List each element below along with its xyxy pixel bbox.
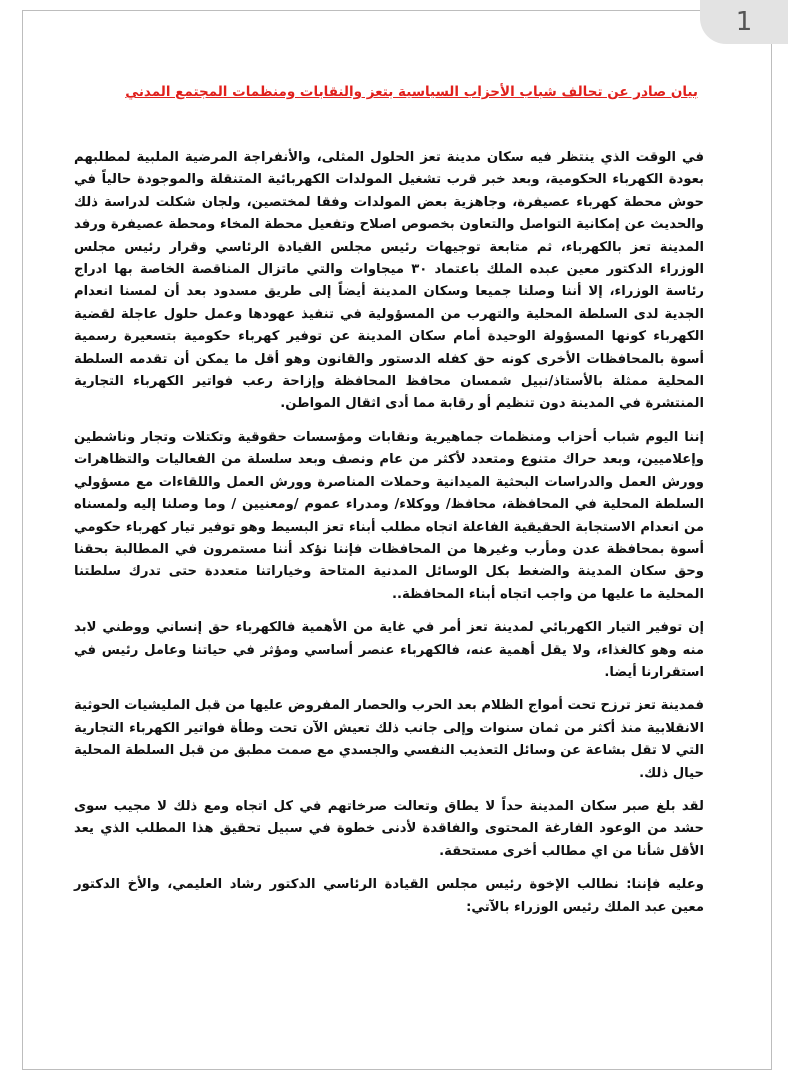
paragraph-5: لقد بلغ صبر سكان المدينة حداً لا يطاق وتعالت صرخاتهم في كل اتجاه ومع ذلك لا مجيب سوى حشد من الوعود الفارغة المحتوى والفاقدة لأدنى خطوة في سبيل تحقيق هذا المطلب الذي يعد الأقل شأنا من اي مطالب أخرى مستحقة. — [74, 798, 704, 859]
paragraph-6: وعليه فإننا: نطالب الإخوة رئيس مجلس القيادة الرئاسي الدكتور رشاد العليمي، والأخ الدكتور معين عبد الملك رئيس الوزراء بالآتي: — [74, 877, 704, 915]
page-number: 1 — [735, 7, 753, 37]
paragraph-2: إننا اليوم شباب أحزاب ومنظمات جماهيرية ونقابات ومؤسسات حقوقية وتكتلات وتجار وناشطين وإعلاميين، وبعد حراك متنوع ومتعدد لأكثر من عام ونصف وبعد سلسلة من الفعاليات والتظاهرات وورش العمل والدراسات البحثية الميدانية وحملات المناصرة وورش العمل واللقاءات مع مسؤولي السلطة المحلية في المحافظة، محافظ/ ووكلاء/ ومدراء عموم /ومعنيين / وما وصلنا إليه ولمسناه من انعدام الاستجابة الحقيقية الفاعلة اتجاه مطلب أبناء تعز البسيط وهو توفير تيار كهرباء حكومي أسوة بمحافظة عدن ومأرب وغيرها من المحافظات فإننا نؤكد أننا مستمرون في المطالبة بحقنا وحق سكان المدينة والضغط بكل الوسائل المدنية المتاحة وخياراتنا متعددة حتى تدرك سلطتنا المحلية ما عليها من واجب اتجاه أبناء المحافظة.. — [74, 429, 704, 602]
document-title: بيان صادر عن تحالف شباب الأحزاب السياسية بتعز والنقابات ومنظمات المجتمع المدني — [125, 84, 698, 100]
paragraph-3: إن توفير التيار الكهربائي لمدينة تعز أمر في غاية من الأهمية فالكهرباء حق إنساني ووطني لابد منه وهو كالغذاء، ولا يقل أهمية عنه، فالكهرباء عنصر أساسي ومؤثر في حياتنا وعامل رئيس في استقرارنا أيضا. — [74, 620, 704, 680]
page-number-badge — [700, 0, 788, 44]
paragraph-1: في الوقت الذي ينتظر فيه سكان مدينة تعز الحلول المثلى، والأنفراجة المرضية الملبية لمطلبهم بعودة الكهرباء الحكومية، وبعد خبر قرب تشغيل المولدات الكهربائية المتنقلة والموجودة حالياً في حوش محطة كهرباء عصيفرة، وجاهزية بعض المولدات وفقا لمختصين، ولجان شكلت لدراسة ذلك والحديث عن إمكانية التواصل والتعاون بخصوص اصلاح وتفعيل محطة المخاء ومحطة عصيفرة ورفد المدينة تعز بالكهرباء، ثم متابعة توجيهات رئيس مجلس القيادة الرئاسي وقرار رئيس مجلس الوزراء الدكتور معين عبده الملك باعتماد ٣٠ ميجاوات والتي ماتزال المناقصة الخاصة بها ادراج رئاسة الوزراء، إلا أننا وصلنا جميعا وسكان المدينة أيضاً إلى طريق مسدود بعد أن لمسنا انعدام الجدية لدى السلطة المحلية والتهرب من المسؤولية في تنفيذ عهودها وعمل حلول عاجلة لقضية الكهرباء كونها المسؤولة الوحيدة أمام سكان المدينة عن توفير كهرباء حكومية بتسعيرة رسمية أسوة بالمحافظات الأخرى كونه حق كفله الدستور والقانون وهو أقل ما يمكن أن تقدمه السلطة المحلية ممثلة بالأستاذ/نبيل شمسان محافظ المحافظة وإزاحة رعب فواتير الكهرباء التجارية المنتشرة في المدينة دون تنظيم أو رقابة مما أدى اثقال المواطن. — [74, 150, 704, 412]
paragraph-4: فمدينة تعز ترزح تحت أمواج الظلام بعد الحرب والحصار المفروض عليها من قبل المليشيات الحوثية الانقلابية منذ أكثر من ثمان سنوات وإلى جانب ذلك تعيش الآن تحت وطأة فواتير الكهرباء التجارية التي لا تقل بشاعة عن وسائل التعذيب النفسي والجسدي مع صمت مطبق من قبل السلطة المحلية حيال ذلك. — [74, 698, 704, 781]
document-body — [74, 147, 704, 919]
